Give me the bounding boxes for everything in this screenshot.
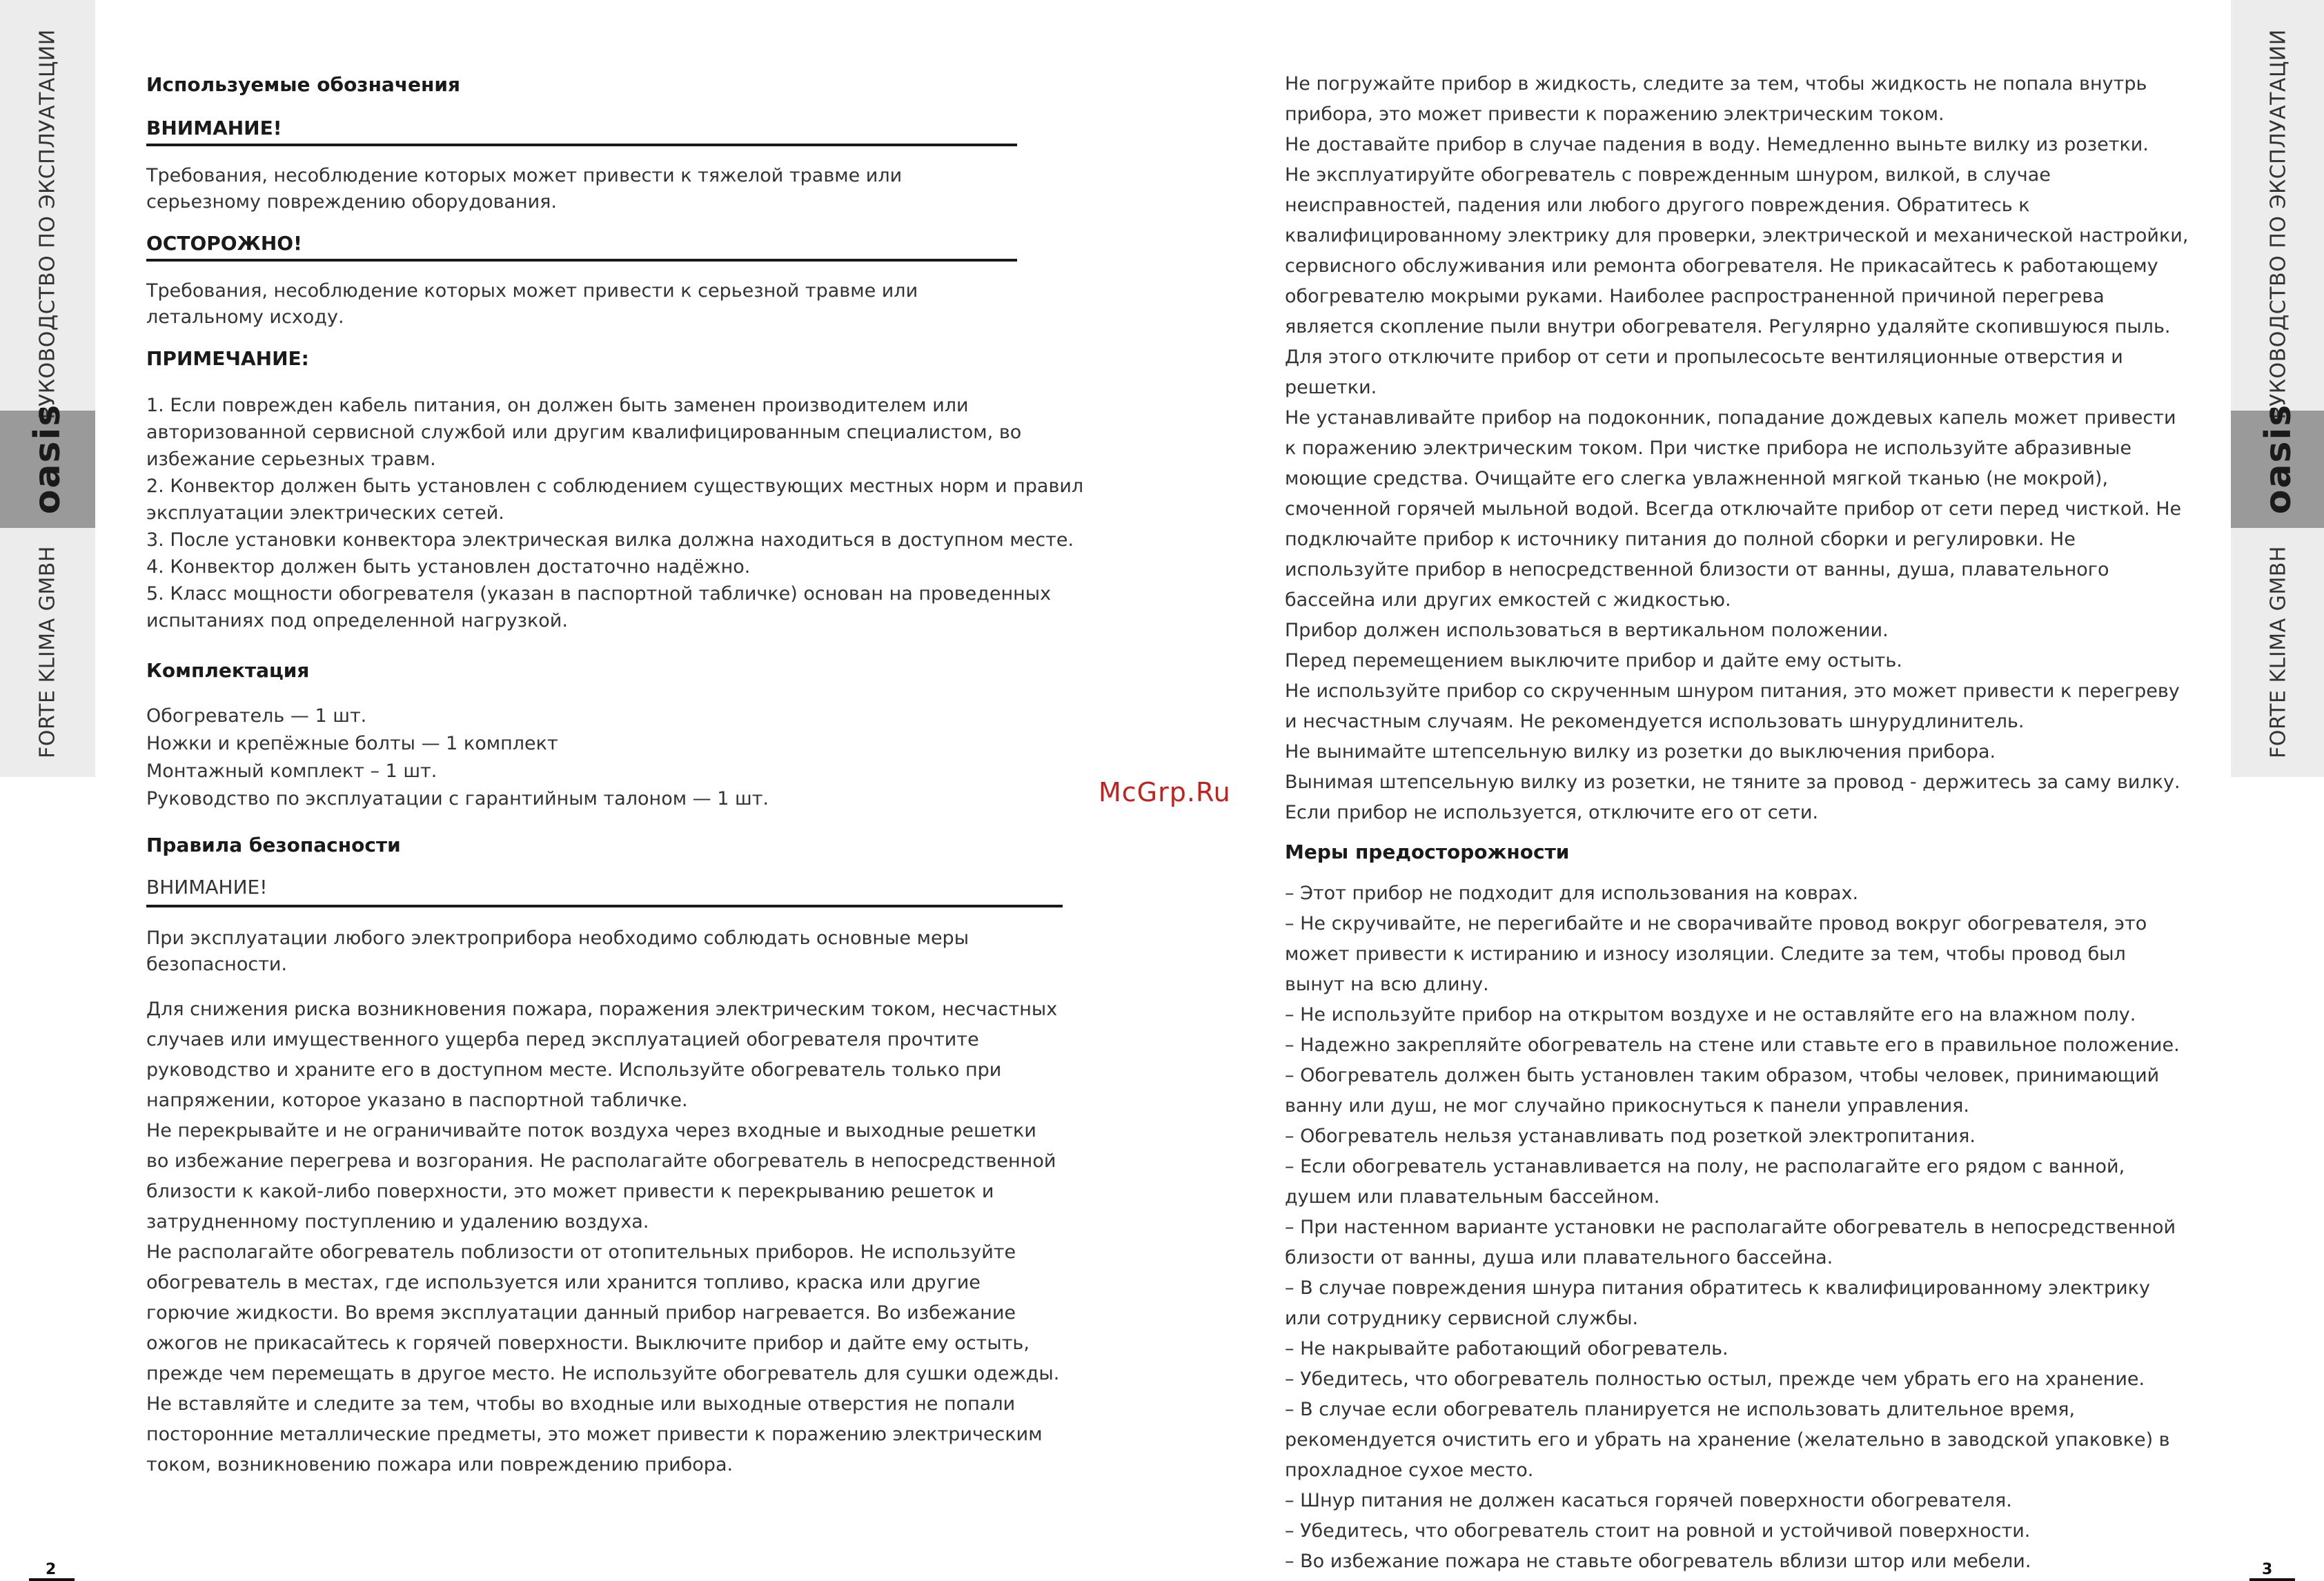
note-item: 5. Класс мощности обогревателя (указан в паспортной табличке) основан на проведенных испытаниях под определенной нагрузкой. xyxy=(146,583,1052,631)
precaution-item: – В случае повреждения шнура питания обратитесь к квалифицированному электрику или сотруднику сервисной службы. xyxy=(1285,1277,2150,1329)
safety-paragraph: Если прибор не используется, отключите его от сети. xyxy=(1285,802,1819,823)
note-item: 4. Конвектор должен быть установлен достаточно надёжно. xyxy=(146,556,751,578)
page-number-right: 3 xyxy=(2262,1561,2273,1578)
brand-logo: oasis xyxy=(2258,403,2299,515)
left-page-content xyxy=(146,69,1085,1480)
sidebar-company-label: FORTE KLIMA GMBH xyxy=(2266,546,2291,758)
safety-paragraph: Не вынимайте штепсельную вилку из розетки до выключения прибора. xyxy=(1285,741,1996,763)
precaution-item: – Убедитесь, что обогреватель полностью остыл, прежде чем убрать его на хранение. xyxy=(1285,1368,2145,1390)
sidebar-company-label: FORTE KLIMA GMBH xyxy=(35,546,60,758)
safety-paragraph: Не устанавливайте прибор на подоконник, попадание дождевых капель может привести к поражению электрическим током. При чистке прибора не используйте абразивные моющие средства. Очищайте его слегка увлажненной мягкой тканью (не мокрой), смоченной горячей мыльной водой. Всегда отключайте прибор от сети перед чисткой. Не подключайте прибор к источнику питания до полной сборки и регулировки. Не используйте прибор в непосредственной близости от ванны, душа, плавательного бассейна или других емкостей с жидкостью. xyxy=(1285,407,2182,611)
symbols-title: Используемые обозначения xyxy=(146,73,460,96)
precaution-item: – Во избежание пожара не ставьте обогреватель вблизи штор или мебели. xyxy=(1285,1551,2031,1572)
precaution-item: – Не накрывайте работающий обогреватель. xyxy=(1285,1338,1729,1359)
safety-paragraph: Перед перемещением выключите прибор и дайте ему остыть. xyxy=(1285,650,1902,671)
safety-title: Правила безопасности xyxy=(146,834,401,856)
precautions-title: Меры предосторожности xyxy=(1285,841,1570,863)
sidebar-manual-label: РУКОВОДСТВО ПО ЭКСПЛУАТАЦИИ xyxy=(2266,29,2291,420)
precaution-item: – Не используйте прибор на открытом воздухе и не оставляйте его на влажном полу. xyxy=(1285,1004,2136,1025)
sidebar-manual-label: РУКОВОДСТВО ПО ЭКСПЛУАТАЦИИ xyxy=(35,29,60,420)
safety-intro: При эксплуатации любого электроприбора необходимо соблюдать основные меры безопасности. xyxy=(146,927,969,975)
watermark: McGrp.Ru xyxy=(1099,777,1231,807)
warning-label: ВНИМАНИЕ! xyxy=(146,117,1017,146)
safety-paragraph: Не используйте прибор со скрученным шнуром питания, это может привести к перегреву и несчастным случаям. Не рекомендуется использовать шнурудлинитель. xyxy=(1285,680,2180,732)
precaution-item: – При настенном варианте установки не располагайте обогреватель в непосредственной близости от ванны, душа или плавательного бассейна. xyxy=(1285,1217,2176,1268)
right-sidebar xyxy=(2231,0,2324,777)
precautions-list xyxy=(1285,878,2189,1577)
safety-paragraph: Не располагайте обогреватель поблизости от отопительных приборов. Не используйте обогреватель в местах, где используется или хранится топливо, краска или другие горючие жидкости. Во время эксплуатации данный прибор нагревается. Во избежание ожогов не прикасайтесь к горячей поверхности. Выключите прибор и дайте ему остыть, прежде чем перемещать в другое место. Не используйте обогреватель для сушки одежды. xyxy=(146,1241,1060,1384)
safety-paragraph: Не перекрывайте и не ограничивайте поток воздуха через входные и выходные решетки во избежание перегрева и возгорания. Не располагайте обогреватель в непосредственной близости к какой-либо поверхности, это может привести к перекрыванию решеток и затрудненному поступлению и удалению воздуха. xyxy=(146,1120,1056,1233)
safety-paragraph: Не доставайте прибор в случае падения в воду. Немедленно выньте вилку из розетки. xyxy=(1285,134,2149,155)
kit-item: Обогреватель — 1 шт. xyxy=(146,705,367,727)
note-label: ПРИМЕЧАНИЕ: xyxy=(146,347,309,370)
safety-continued xyxy=(1285,69,2189,828)
right-page-content xyxy=(1285,69,2189,1577)
safety-paragraph: Для снижения риска возникновения пожара, поражения электрическим током, несчастных случаев или имущественного ущерба перед эксплуатацией обогревателя прочтите руководство и храните его в доступном месте. Используйте обогреватель только при напряжении, которое указано в паспортной табличке. xyxy=(146,999,1058,1111)
page-number-rule-left xyxy=(29,1578,75,1581)
note-item: 3. После установки конвектора электрическая вилка должна находиться в доступном месте. xyxy=(146,529,1074,551)
notes-list xyxy=(146,392,1085,634)
safety-paragraph: Не погружайте прибор в жидкость, следите за тем, чтобы жидкость не попала внутрь прибора, это может привести к поражению электрическим током. xyxy=(1285,73,2147,125)
warning-text: Требования, несоблюдение которых может привести к тяжелой травме или серьезному повреждению оборудования. xyxy=(146,165,903,213)
safety-paragraph: Не вставляйте и следите за тем, чтобы во входные или выходные отверстия не попали посторонние металлические предметы, это может привести к поражению электрическим током, возникновению пожара или повреждению прибора. xyxy=(146,1393,1043,1475)
left-sidebar xyxy=(0,0,95,777)
precaution-item: – Шнур питания не должен касаться горячей поверхности обогревателя. xyxy=(1285,1490,2012,1511)
precaution-item: – Надежно закрепляйте обогреватель на стене или ставьте его в правильное положение. xyxy=(1285,1034,2180,1056)
kit-item: Ножки и крепёжные болты — 1 комплект xyxy=(146,733,558,754)
safety-paragraph: Вынимая штепсельную вилку из розетки, не тяните за провод - держитесь за саму вилку. xyxy=(1285,772,2180,793)
precaution-item: – Не скручивайте, не перегибайте и не сворачивайте провод вокруг обогревателя, это может привести к истиранию и износу изоляции. Следите за тем, чтобы провод был вынут на всю длину. xyxy=(1285,913,2147,995)
precaution-item: – Этот прибор не подходит для использования на коврах. xyxy=(1285,883,1859,904)
safety-paragraph: Прибор должен использоваться в вертикальном положении. xyxy=(1285,620,1889,641)
kit-list xyxy=(146,703,1085,813)
note-item: 1. Если поврежден кабель питания, он должен быть заменен производителем или авторизованной сервисной службой или другим квалифицированным специалистом, во избежание серьезных травм. xyxy=(146,395,1022,470)
note-item: 2. Конвектор должен быть установлен с соблюдением существующих местных норм и правил эксплуатации электрических сетей. xyxy=(146,475,1084,524)
brand-logo: oasis xyxy=(27,403,68,515)
precaution-item: – Обогреватель должен быть установлен таким образом, чтобы человек, принимающий ванну или душ, не мог случайно прикоснуться к панели управления. xyxy=(1285,1065,2160,1117)
kit-title: Комплектация xyxy=(146,659,310,682)
precaution-item: – Обогреватель нельзя устанавливать под розеткой электропитания. xyxy=(1285,1126,1976,1147)
kit-item: Руководство по эксплуатации с гарантийным талоном — 1 шт. xyxy=(146,788,769,809)
page-number-rule-right xyxy=(2249,1578,2295,1581)
safety-paragraph: Не эксплуатируйте обогреватель с поврежденным шнуром, вилкой, в случае неисправностей, падения или любого другого повреждения. Обратитесь к квалифицированному электрику для проверки, электрической и механической настройки, сервисного обслуживания или ремонта обогревателя. Не прикасайтесь к работающему обогревателю мокрыми руками. Наиболее распространенной причиной перегрева является скопление пыли внутри обогревателя. Регулярно удаляйте скопившуюся пыль. Для этого отключите прибор от сети и пропылесосьте вентиляционные отверстия и решетки. xyxy=(1285,164,2189,398)
caution-label: ОСТОРОЖНО! xyxy=(146,232,1017,262)
caution-text: Требования, несоблюдение которых может привести к серьезной травме или летальному исходу. xyxy=(146,280,918,328)
safety-warning-label: ВНИМАНИЕ! xyxy=(146,874,1063,907)
precaution-item: – Если обогреватель устанавливается на полу, не располагайте его рядом с ванной, душем или плавательным бассейном. xyxy=(1285,1156,2125,1208)
page-number-left: 2 xyxy=(46,1561,57,1578)
safety-paragraphs xyxy=(146,994,1063,1480)
kit-item: Монтажный комплект – 1 шт. xyxy=(146,760,437,782)
precaution-item: – В случае если обогреватель планируется не использовать длительное время, рекомендуется очистить его и убрать на хранение (желательно в заводской упаковке) в прохладное сухое место. xyxy=(1285,1399,2170,1481)
precaution-item: – Убедитесь, что обогреватель стоит на ровной и устойчивой поверхности. xyxy=(1285,1520,2031,1542)
